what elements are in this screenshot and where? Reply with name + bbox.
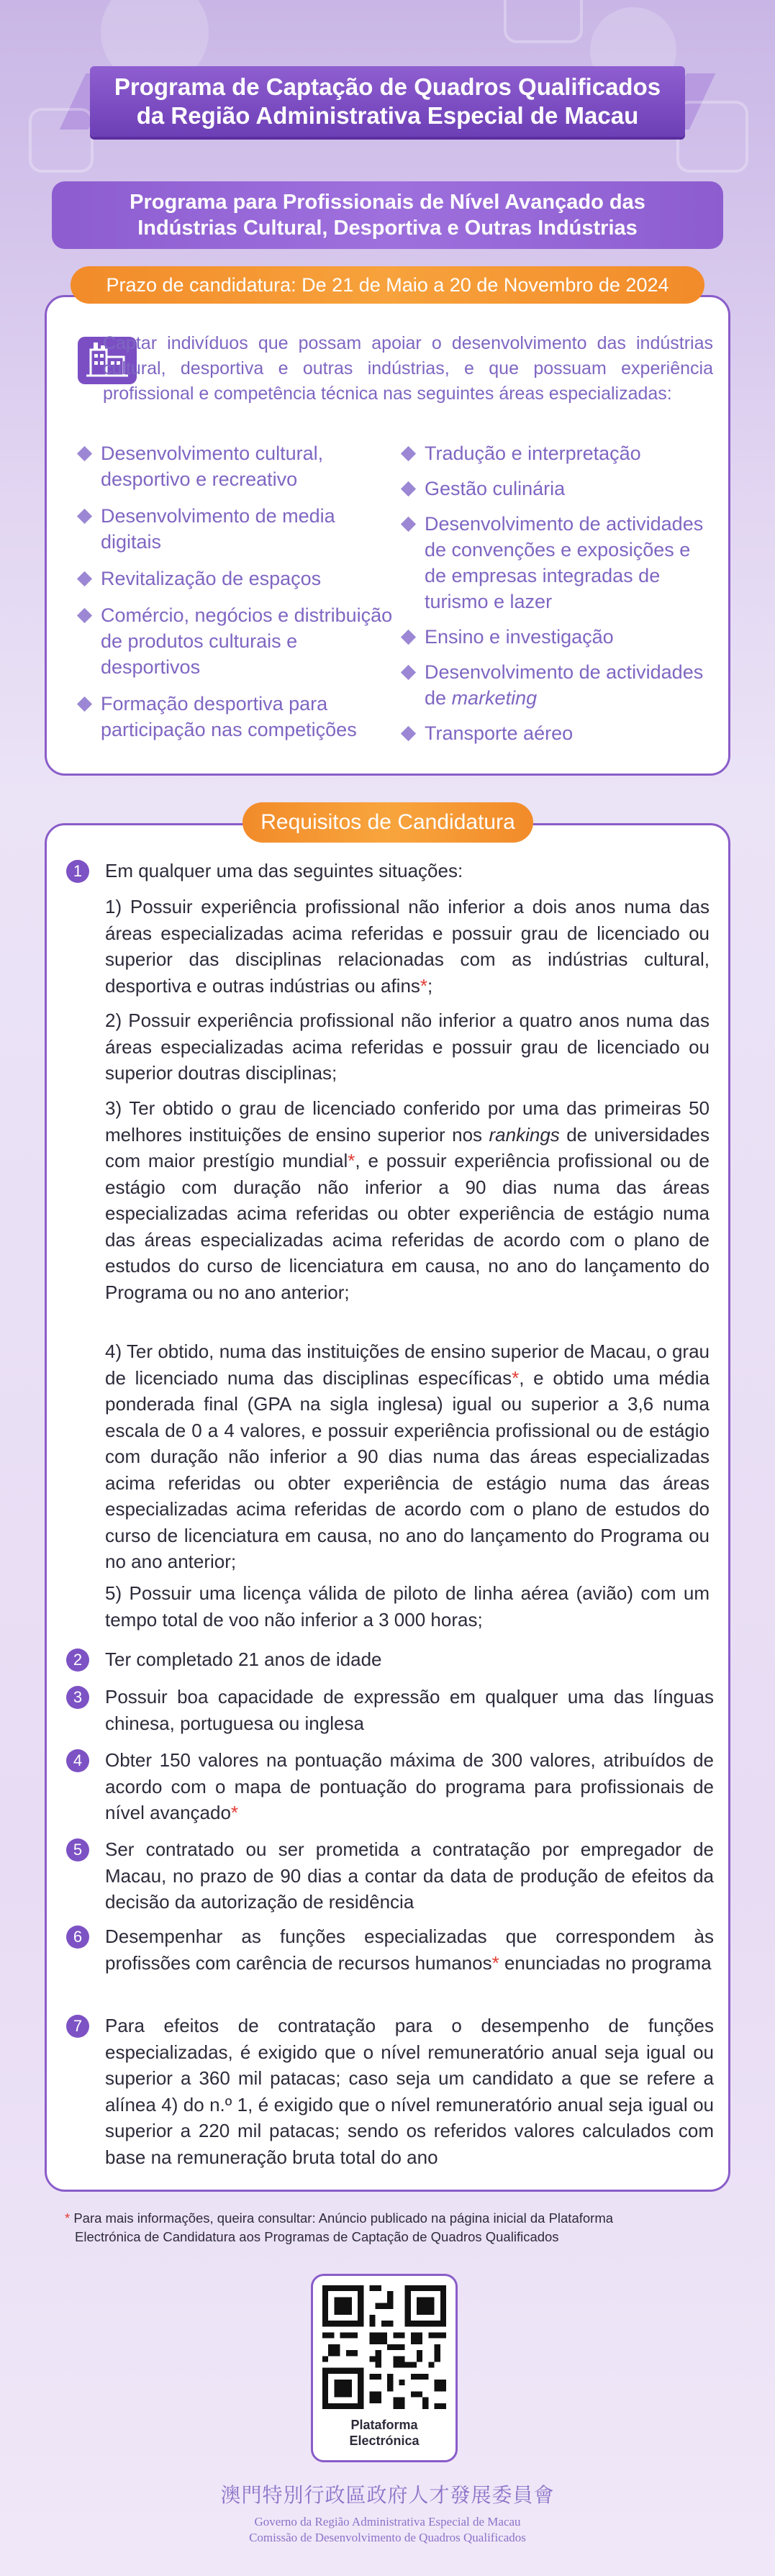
qr-code-label: Plataforma Electrónica (349, 2418, 420, 2448)
requirement-item-7: 7 Para efeitos de contratação para o desempenho de funções especializadas, é exigido que o nível remuneratório anual seja igual ou superior a 360 mil patacas; caso seja um candidato a que se refere a alínea 4) do n.º 1, é exigido que o nível remuneratório anual seja igual ou superior a 220 mil patacas; sendo os referidos valores calculados com base na remuneração bruta total do ano (66, 2013, 714, 2170)
areas-intro-text: Captar indivíduos que possam apoiar o desenvolvimento das indústrias cultural, desportiva e outras indústrias, e que possuam experiência profissional e competência técnica nas seguintes áreas especializadas: (103, 333, 713, 404)
requirement-sub-4: 4) Ter obtido, numa das instituições de ensino superior de Macau, o grau de licenciado numa das disciplinas específicas*, e obtido uma média ponderada final (GPA na sigla inglesa) igual ou superior a 3,6 numa escala de 0 a 4 valores, e possuir experiência profissional ou de estágio com duração não inferior a 90 dias numa das áreas especializadas acima referidas ou obter experiência de estágio numa das áreas especializadas acima referidas de acordo com o plano de estudos do curso de licenciatura em causa, no ano do lançamento do Programa ou no ano anterior; (105, 1341, 710, 1572)
list-item: Ensino e investigação (403, 624, 705, 650)
number-badge: 3 (66, 1686, 89, 1709)
diamond-bullet-icon (77, 446, 92, 461)
program-subtitle-banner (52, 181, 723, 249)
footer-chinese-name: 澳門特別行政區政府人才發展委員會 (220, 2483, 555, 2507)
diamond-bullet-icon (401, 630, 416, 645)
qr-code-card[interactable] (311, 2274, 458, 2462)
areas-list-left (79, 440, 399, 753)
requirement-item-5: 5 Ser contratado ou ser prometida a contratação por empregador de Macau, no prazo de 90 dias a contar da data de produção de efeitos da decisão da autorização de residência (66, 1836, 714, 1915)
requirement-item-3: 3 Possuir boa capacidade de expressão em qualquer uma das línguas chinesa, portuguesa ou inglesa (66, 1684, 714, 1736)
list-item: Desenvolvimento de actividades de marketing (403, 659, 705, 711)
list-item: Gestão culinária (403, 476, 705, 502)
number-badge: 7 (66, 2015, 89, 2038)
list-item: Desenvolvimento de actividades de convenções e exposições e de empresas integradas de turismo e lazer (403, 511, 705, 614)
diamond-bullet-icon (77, 509, 92, 524)
list-item: Desenvolvimento de media digitais (79, 503, 399, 555)
diamond-bullet-icon (401, 726, 416, 741)
diamond-bullet-icon (77, 571, 92, 586)
program-subtitle-line2: Indústrias Cultural, Desportiva e Outras Indústrias (137, 217, 638, 240)
requirement-sub-2: 2) Possuir experiência profissional não inferior a quatro anos numa das áreas especializadas acima referidas e possuir grau de licenciado ou superior doutras disciplinas; (105, 1010, 710, 1084)
number-badge: 4 (66, 1749, 89, 1772)
list-item: Tradução e interpretação (403, 440, 705, 466)
requirement-sub-5: 5) Possuir uma licença válida de piloto de linha aérea (avião) com um tempo total de voo não inferior a 3 000 horas; (105, 1582, 710, 1631)
program-title-line1: Programa de Captação de Quadros Qualificados (114, 73, 661, 100)
number-badge: 5 (66, 1838, 89, 1861)
list-item: Revitalização de espaços (79, 566, 399, 591)
requirement-item-1: 1 Em qualquer uma das seguintes situações: (66, 858, 714, 884)
requirement-sub-1: 1) Possuir experiência profissional não inferior a dois anos numa das áreas especializadas acima referidas e possuir grau de licenciado ou superior das disciplinas relacionadas com as indústrias cultural, desportiva e outras indústrias ou afins*; (105, 896, 710, 997)
qr-code-icon[interactable] (322, 2285, 446, 2409)
requirement-item-6: 6 Desempenhar as funções especializadas que correspondem às profissões com carência de recursos humanos* enunciadas no programa (66, 1923, 714, 1976)
diamond-bullet-icon (77, 697, 92, 712)
footer-government-name: Governo da Região Administrativa Especial de Macau (254, 2515, 521, 2529)
program-title-banner (90, 66, 685, 137)
footer-commission-name: Comissão de Desenvolvimento de Quadros Qualificados (249, 2531, 526, 2544)
requirement-item-2: 2 Ter completado 21 anos de idade (66, 1646, 714, 1673)
list-item: Transporte aéreo (403, 720, 705, 746)
list-item: Comércio, negócios e distribuição de produtos culturais e desportivos (79, 602, 399, 680)
areas-list-right (403, 440, 705, 756)
footnote: * Para mais informações, queira consultar: Anúncio publicado na página inicial da Plataforma Electrónica de Candidatura aos Programas de Captação de Quadros Qualificados (65, 2210, 614, 2244)
diamond-bullet-icon (77, 608, 92, 623)
program-title-line2: da Região Administrativa Especial de Macau (136, 102, 639, 129)
program-subtitle-line1: Programa para Profissionais de Nível Avançado das (130, 191, 645, 214)
list-item: Desenvolvimento cultural, desportivo e recreativo (79, 440, 399, 492)
requirement-sub-3: 3) Ter obtido o grau de licenciado conferido por uma das primeiras 50 melhores instituições de ensino superior nos rankings de universidades com maior prestígio mundial*, e possuir experiência profissional ou de estágio com duração não inferior a 90 dias numa das áreas especializadas acima referidas ou obter experiência de estágio numa das áreas especializadas acima referidas de acordo com o plano de estudos do curso de licenciatura em causa, no ano do lançamento do Programa ou no ano anterior; (105, 1097, 710, 1303)
requirement-item-4: 4 Obter 150 valores na pontuação máxima de 300 valores, atribuídos de acordo com o mapa de pontuação do programa para profissionais de nível avançado* (66, 1747, 714, 1826)
diamond-bullet-icon (401, 481, 416, 496)
diamond-bullet-icon (401, 446, 416, 461)
requirements-heading: Requisitos de Candidatura (243, 802, 533, 843)
number-badge: 2 (66, 1648, 89, 1672)
diamond-bullet-icon (401, 665, 416, 680)
diamond-bullet-icon (401, 517, 416, 532)
number-badge: 1 (66, 860, 89, 883)
application-deadline: Prazo de candidatura: De 21 de Maio a 20 de Novembro de 2024 (71, 266, 704, 304)
number-badge: 6 (66, 1926, 89, 1949)
list-item: Formação desportiva para participação nas competições (79, 691, 399, 743)
